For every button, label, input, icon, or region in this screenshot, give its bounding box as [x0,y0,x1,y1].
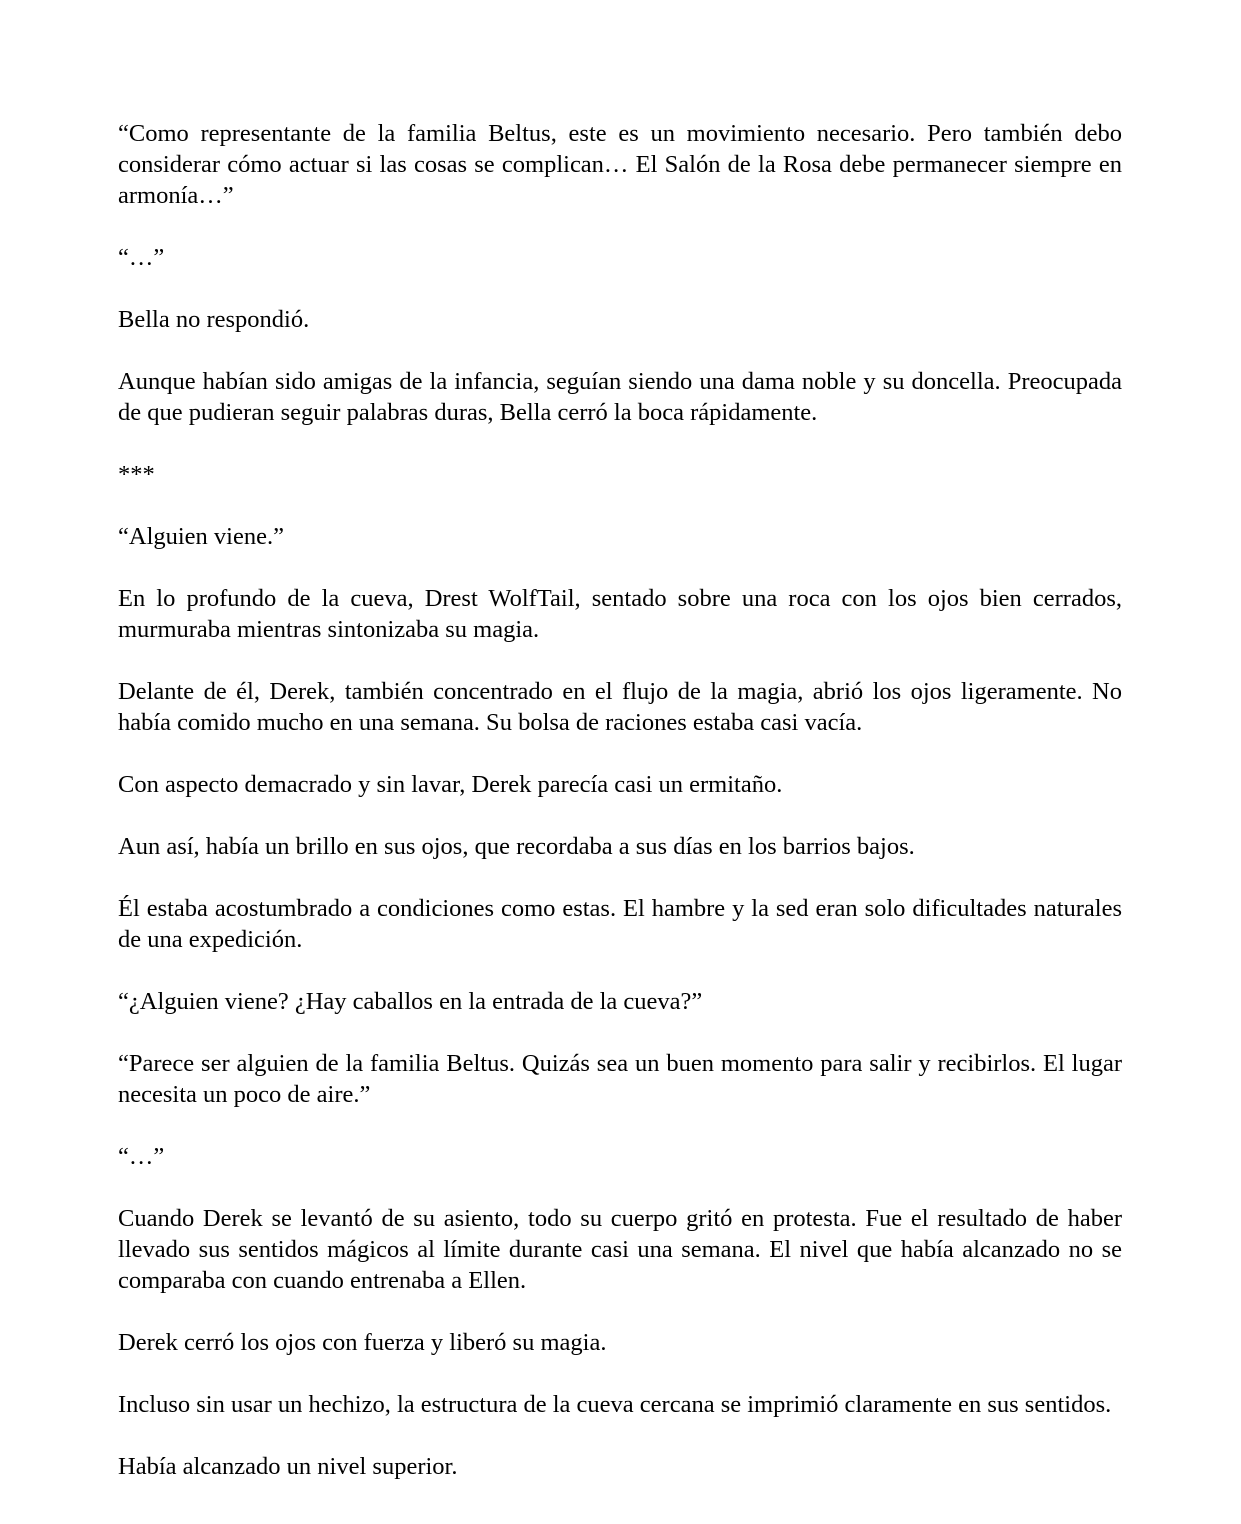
paragraph: Había alcanzado un nivel superior. [118,1453,458,1480]
paragraph: Aunque habían sido amigas de la infancia, seguían siendo una dama noble y su doncella. Preocupada de que pudieran seguir palabras duras, Bella cerró la boca rápidamente. [118,368,1122,426]
paragraph: Él estaba acostumbrado a condiciones como estas. El hambre y la sed eran solo dificultades naturales de una expedición. [118,895,1122,953]
paragraph: “Parece ser alguien de la familia Beltus. Quizás sea un buen momento para salir y recibirlos. El lugar necesita un poco de aire.” [118,1050,1122,1108]
paragraph: “…” [118,244,165,271]
paragraph: “Como representante de la familia Beltus, este es un movimiento necesario. Pero también debo considerar cómo actuar si las cosas se complican… El Salón de la Rosa debe permanecer siempre en armonía…” [118,120,1122,209]
paragraph: Bella no respondió. [118,306,310,333]
paragraph: “…” [118,1143,165,1170]
paragraph: Derek cerró los ojos con fuerza y liberó su magia. [118,1329,607,1356]
paragraph: Delante de él, Derek, también concentrado en el flujo de la magia, abrió los ojos ligeramente. No había comido mucho en una semana. Su bolsa de raciones estaba casi vacía. [118,678,1122,736]
paragraph: Aun así, había un brillo en sus ojos, que recordaba a sus días en los barrios bajos. [118,833,915,860]
paragraph: En lo profundo de la cueva, Drest WolfTail, sentado sobre una roca con los ojos bien cerrados, murmuraba mientras sintonizaba su magia. [118,585,1122,643]
paragraph: “¿Alguien viene? ¿Hay caballos en la entrada de la cueva?” [118,988,703,1015]
paragraph: Con aspecto demacrado y sin lavar, Derek parecía casi un ermitaño. [118,771,783,798]
paragraph: Cuando Derek se levantó de su asiento, todo su cuerpo gritó en protesta. Fue el resultado de haber llevado sus sentidos mágicos al límite durante casi una semana. El nivel que había alcanzado no se comparaba con cuando entrenaba a Ellen. [118,1205,1122,1294]
scene-break: *** [118,461,155,488]
paragraph: Incluso sin usar un hechizo, la estructura de la cueva cercana se imprimió claramente en sus sentidos. [118,1391,1112,1418]
document-page [118,118,1122,1513]
paragraph: “Alguien viene.” [118,523,284,550]
